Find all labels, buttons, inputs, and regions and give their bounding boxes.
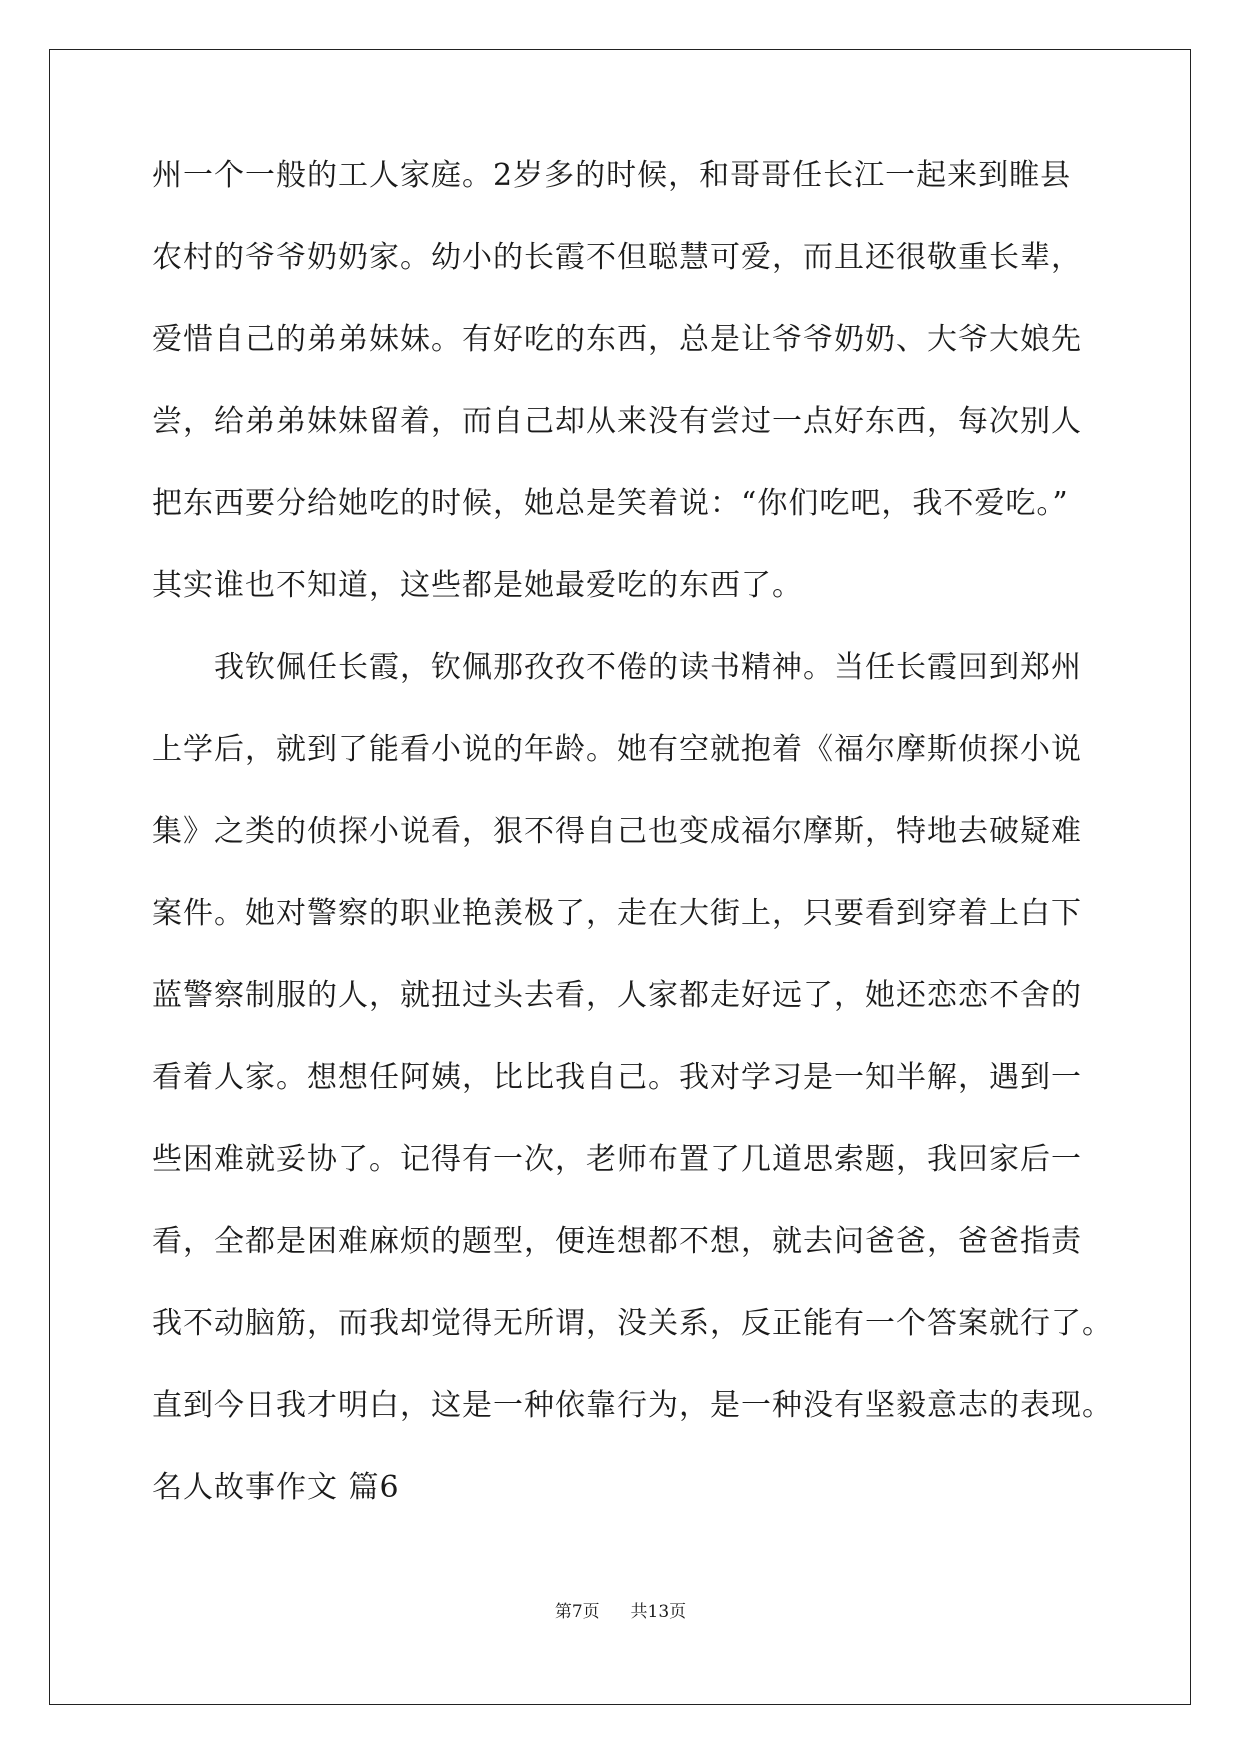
text-line: 州一个一般的工人家庭。2岁多的时候，和哥哥任长江一起来到睢县	[152, 158, 1072, 193]
text-line: 上学后，就到了能看小说的年龄。她有空就抱着《福尔摩斯侦探小说	[152, 732, 1082, 767]
paragraph-start-line: 我钦佩任长霞，钦佩那孜孜不倦的读书精神。当任长霞回到郑州	[214, 650, 1082, 685]
text-line: 看，全都是困难麻烦的题型，便连想都不想，就去问爸爸，爸爸指责	[152, 1224, 1082, 1259]
text-line: 案件。她对警察的职业艳羡极了，走在大街上，只要看到穿着上白下	[152, 896, 1082, 931]
text-line: 看着人家。想想任阿姨，比比我自己。我对学习是一知半解，遇到一	[152, 1060, 1082, 1095]
text-line: 些困难就妥协了。记得有一次，老师布置了几道思索题，我回家后一	[152, 1142, 1082, 1177]
document-body	[152, 156, 1112, 1550]
text-line: 其实谁也不知道，这些都是她最爱吃的东西了。	[152, 568, 803, 603]
text-line: 直到今日我才明白，这是一种依靠行为，是一种没有坚毅意志的表现。	[152, 1388, 1113, 1423]
text-line: 农村的爷爷奶奶家。幼小的长霞不但聪慧可爱，而且还很敬重长辈，	[152, 240, 1082, 275]
text-line: 集》之类的侦探小说看，狠不得自己也变成福尔摩斯，特地去破疑难	[152, 814, 1082, 849]
text-line: 蓝警察制服的人，就扭过头去看，人家都走好远了，她还恋恋不舍的	[152, 978, 1082, 1013]
section-heading: 名人故事作文 篇6	[152, 1470, 400, 1505]
text-line: 尝，给弟弟妹妹留着，而自己却从来没有尝过一点好东西，每次别人	[152, 404, 1082, 439]
page-total: 共13页	[630, 1602, 687, 1622]
page-footer	[0, 1600, 1241, 1624]
text-line: 爱惜自己的弟弟妹妹。有好吃的东西，总是让爷爷奶奶、大爷大娘先	[152, 322, 1082, 357]
page-number: 第7页	[554, 1602, 600, 1622]
text-line: 把东西要分给她吃的时候，她总是笑着说：“你们吃吧，我不爱吃。”	[152, 486, 1069, 521]
text-line: 我不动脑筋，而我却觉得无所谓，没关系，反正能有一个答案就行了。	[152, 1306, 1113, 1341]
